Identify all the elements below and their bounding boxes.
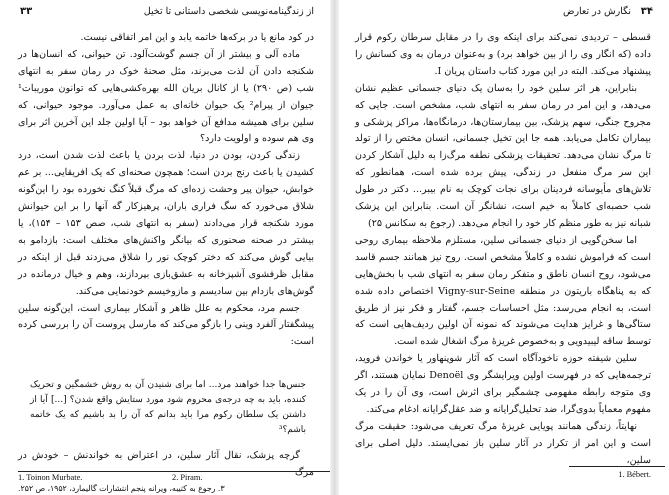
right-page-header	[359, 6, 653, 22]
left-paragraph: زندگی کردن، بودن در دنیا، لذت بردن یا باعث لذت شدن است، درد کشیدن یا باعث رنج بردن است؛ همچون صحنه‌ای که یک افریقایی... بر عم خوابش، حیوان پیر وحشت زده‌ای که مرگ قبلاً کنگ نخورده بود را این‌گونه شلاق می‌خورد که سگ فراری باران، پرهیزکار گه آنها را بر این حیوانش مورد شکنجه قرار می‌دادند (سفر به انتهای شب، صص ۱۵۳ – ۱۵۴)، یا بیشتر در صحنه صحنوری که بیانگر واکنش‌های مختلف است: بازدامو به بیایی گوش می‌کند که دختر کوچک نور را شلاق می‌زدند قبل از اینکه در مقابل ظرفشوی آشپزخانه به عشق‌بازی بپردازند، وهم و خیال درمانده در گوش‌های بازدام بین سادیسم و مازوخیسم خودنمایی می‌کند.	[18, 150, 314, 297]
right-paragraph: قسطی – تردیدی نمی‌کند برای اینکه وی را در مقابل سرطان رکوم قرار داده (که انگار وی را از بین خواهد برد) و به‌عنوان درمان به وی کسانش را پیشنهاد می‌کند. البته در این مورد کتاب داستان پریان I.	[355, 32, 651, 77]
left-page-header	[20, 6, 314, 22]
left-paragraph: در کود مانع یا در برکه‌ها خاتمه یابد و این امر اتفاقی نیست.	[80, 32, 314, 43]
right-running-title: نگارش در تعارض	[562, 6, 631, 17]
left-body-text	[18, 30, 314, 351]
right-page-number: ۳۴	[640, 6, 653, 17]
right-paragraph: بنابراین، هر اثر سلین خود را به‌سان یک دنیای جسمانی عظیم نشان می‌دهد، و این امر در رمان سفر به انتهای شب، مشخص است. جایی که مجروح جنگی، سهم پزشک، بین بیمارستان‌ها، درمانگاه‌ها، مراکز پزشکی و بیماران تکامل می‌یابد. همه جا این تخیل جسمانی، انسان مختص را از تولد تا مرگ نشان می‌دهد. تحقیقات پزشکی نطفه مرگ‌زا به دلیل آشکار کردن این سر مرگ منفعل در زندگی، پیش برده شده است، همانطور که تلاش‌های مأیوسانه فردینان برای نجات کوچک به نام بیبر... دکتر در طول شب حصبه‌ای کاملاً به خیم است، نشانگر آن است. بنابراین این پزشک شبانه نیز به طور منظم کار خود را انجام می‌دهد. (رجوع به سکانس ۲۵)	[355, 82, 651, 229]
left-paragraph: ماده آلی و بیشتر از آن جسم گوشت‌آلود. تن حیوانی، که انسان‌ها در شکنجه دادن آن لذت می‌برند، مثل صحنهٔ خوک در رمان سفر به انتهای شب (ص ۲۹۰) یا از کانال بریان الله بهره‌کشی‌هایی که توانون موریبات¹ جیوان از پیرام² یک حیوان خانه‌ای به عمل می‌آورد. موجود حیوانی، که سلین برای همیشه مدافع آن خواهد بود – آیا اولین جلد این آخرین اثر برای وی هم سوده و اولویت دارد؟	[18, 48, 315, 145]
left-footnote-rule	[18, 471, 330, 472]
left-running-title: از زندگینامه‌نویسی شخصی داستانی تا تخیل	[143, 6, 314, 17]
left-page	[0, 0, 330, 495]
left-page-number: ۳۳	[20, 6, 33, 17]
left-footnote-1: 1. Toinon Murbate.	[18, 473, 83, 482]
left-footnote-2: 2. Piram.	[172, 473, 203, 482]
right-paragraph: اما سخن‌گویی از دنیای جسمانی سلین، مستلزم ملاحظه بیماری روحی است که فراموش نشده و کاملاً مشخص است. روح نیز همانند جسم قاسد می‌شود، روح انسان ناطق و متفکر رمان سفر به انتهای شب با بخش‌هایی که به پناهگاه باریتون در منطقه Vigny-sur-Seine اختصاص داده شده است، به انجام می‌رسد: مثل احساسات جسم، گفتار و فکر نیز از طریق ستاگی‌ها و غرایز هدایت می‌شوند که نمونه آن اولین ردیف‌هایی است که توسط ساقه لیبیدویی و به‌خصوص غریزهٔ مرگ اشغال شده است.	[355, 234, 651, 348]
left-block-quote: جنس‌ها جدا خواهند مرد... اما برای شنیدن آن به روش خشمگین و تحریک کننده، باید به چه درجه‌ی محروم شود مورد ستایش واقع شدن؟ [...] آیا از داشتن یک سلطان رکوم مرا باید بدانم که آن را بد باشیم که یک خاتمه باشم؟³	[30, 380, 306, 435]
left-paragraph: جسم مرد، محکوم به علل ظاهر و آشکار بیماری است، این‌گونه سلین پیشگفتار آلفرد وینی را بازگو می‌کند که مارسل پروست آن را بررسی کرده است:	[18, 302, 314, 348]
right-body-text	[355, 30, 651, 470]
right-footnote-rule	[569, 466, 665, 467]
book-gutter	[330, 0, 339, 495]
right-page	[339, 0, 669, 495]
left-paragraph: گرچه پزشک، نقال آثار سلین، در اعتراض به خواندنش – خودش در مرگ	[18, 450, 314, 478]
left-footnote-3: ۳. رجوع به کتیبه، ویرانه پنجم انتشارات گالیمارد، ۱۹۵۲، ص ۲۵۲.	[18, 484, 225, 493]
right-paragraph: سلین شیفته حوزه ناخودآگاه است که آثار شوپنهاور یا خواندن فروید، ترجمه‌هایی که در فهرست اولین ویرایشگر وی Denoël نمایان هستند، اگر وی متوجه رابطه مفهومی چشمگیر برای اثرش است، وی آن را در یک مفهوم معمایاً بدوی‌گرا، ضد تحلیل‌گرایانه و ضد عقل‌گرایانه ادغام می‌کند.	[355, 353, 651, 415]
right-footnote-1: 1. Bébert.	[618, 470, 651, 479]
right-paragraph: نهایتاً، زندگی همانند پویایی غریزهٔ مرگ تعریف می‌شود: حقیقت مرگ است و این امر از تکرار در آثار سلین باز نمی‌ایستد. دلیل اصلی برای سلین،	[355, 420, 651, 466]
